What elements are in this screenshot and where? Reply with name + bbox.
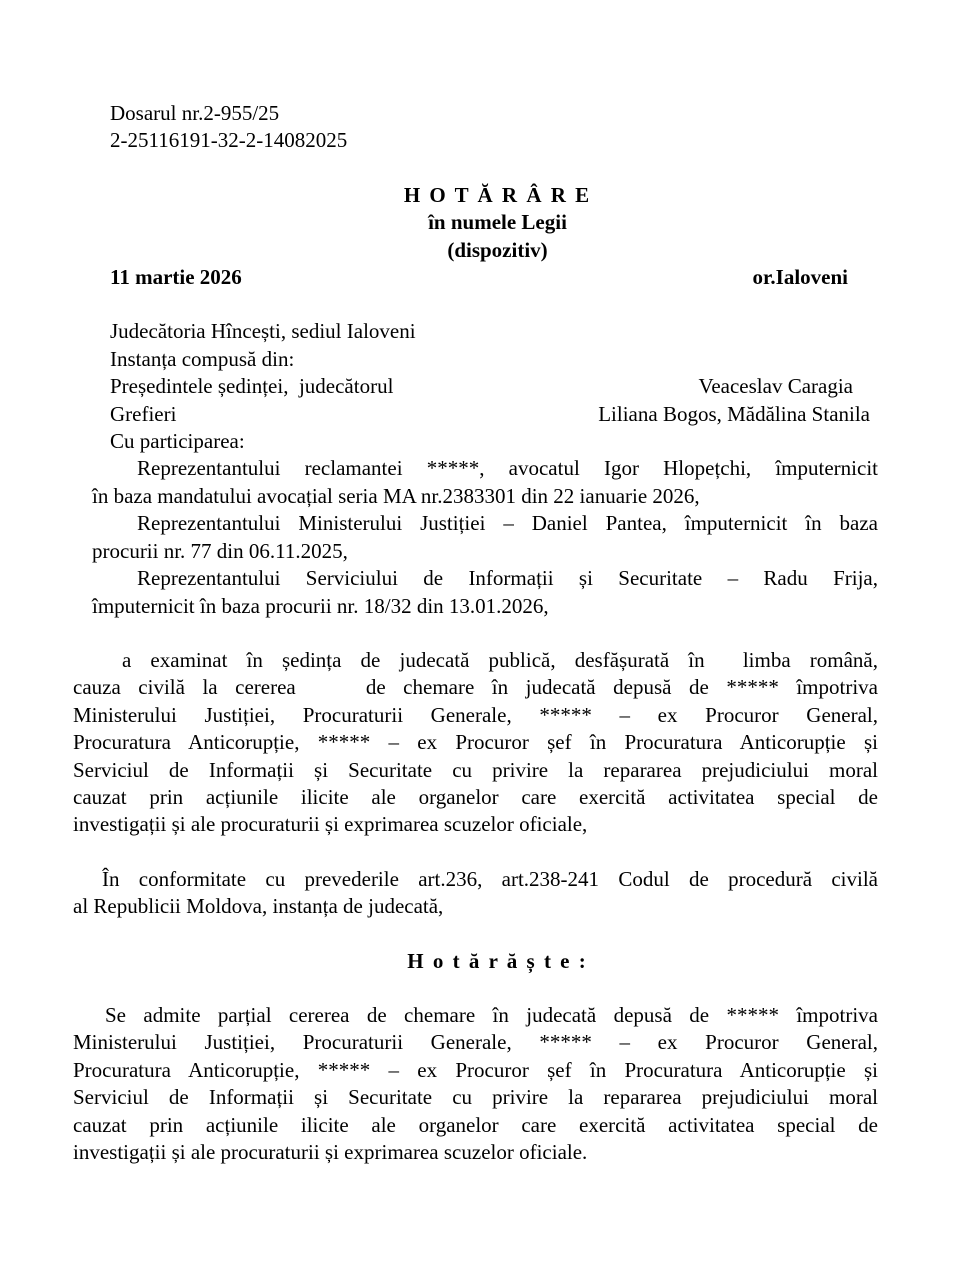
clerks-role: Grefieri [110, 401, 177, 426]
paragraph-line: împuternicit în baza procurii nr. 18/32 din 13.01.2026, [92, 593, 549, 618]
paragraph-line: Ministerului Justiției, Procuraturii Generale, ***** – ex Procuror General, [73, 1030, 878, 1055]
paragraph-line: procurii nr. 77 din 06.11.2025, [92, 538, 348, 563]
examination-paragraph [73, 647, 878, 839]
paragraph-line: al Republicii Moldova, instanța de judecată, [73, 894, 444, 919]
participation-intro: Cu participarea: [110, 429, 245, 454]
paragraph-line: a examinat în ședința de judecată publică, desfășurată în limba română, [122, 647, 878, 672]
participant-paragraph [92, 455, 878, 510]
case-info-block [110, 100, 878, 155]
judge-row [110, 373, 878, 400]
paragraph-line: În conformitate cu prevederile art.236, art.238-241 Codul de procedură civilă [102, 866, 878, 891]
decision-date: 11 martie 2026 [110, 265, 242, 290]
paragraph-line: investigații și ale procuraturii și exprimarea scuzelor oficiale. [73, 1140, 588, 1164]
document-subtitle-note: (dispozitiv) [447, 237, 548, 262]
participants-block [92, 455, 878, 619]
paragraph-line: cauza civilă la cererea de chemare în judecată depusă de ***** împotriva [73, 675, 878, 700]
paragraph-line: Serviciul de Informații și Securitate cu privire la repararea prejudiciului moral [73, 1085, 878, 1110]
participant-paragraph [92, 510, 878, 565]
decision-heading: H o t ă r ă ș t e : [407, 948, 588, 973]
title-block [73, 182, 878, 264]
clerk-names: Liliana Bogos, Mădălina Stanila [598, 401, 870, 426]
paragraph-line: în baza mandatului avocațial seria MA nr.2383301 din 22 ianuarie 2026, [92, 483, 700, 508]
panel-intro: Instanța compusă din: [110, 346, 295, 371]
legal-basis-paragraph [73, 866, 878, 921]
judge-role: Președintele ședinței, judecătorul [110, 374, 394, 399]
decision-location: or.Ialoveni [752, 265, 848, 290]
paragraph-line: Procuratura Anticorupție, ***** – ex Procuror șef în Procuratura Anticorupție și [73, 1057, 878, 1082]
paragraph-line: Reprezentantului Ministerului Justiției – Daniel Pantea, împuternicit în baza [137, 511, 878, 536]
participant-paragraph [92, 565, 878, 620]
document-subtitle: în numele Legii [428, 210, 567, 235]
paragraph-line: Reprezentantului Serviciului de Informații și Securitate – Radu Frija, [137, 566, 878, 591]
paragraph-line: investigații și ale procuraturii și exprimarea scuzelor oficiale, [73, 812, 588, 837]
court-name: Judecătoria Hîncești, sediul Ialoveni [110, 319, 416, 344]
paragraph-line: cauzat prin acțiunile ilicite ale organelor care exercită activitatea special de [73, 1112, 878, 1137]
paragraph-line: Se admite parțial cererea de chemare în judecată depusă de ***** împotriva [105, 1002, 878, 1027]
paragraph-line: Reprezentantului reclamantei *****, avocatul Igor Hlopețchi, împuternicit [137, 456, 878, 481]
document-title: H O T Ă R Â R E [403, 182, 592, 207]
date-location-row [110, 264, 878, 291]
ruling-paragraph [73, 1002, 878, 1166]
paragraph-line: Ministerului Justiției, Procuraturii Generale, ***** – ex Procuror General, [73, 702, 878, 727]
court-block [110, 318, 878, 455]
paragraph-line: Serviciul de Informații și Securitate cu privire la repararea prejudiciului moral [73, 757, 878, 782]
paragraph-line: cauzat prin acțiunile ilicite ale organelor care exercită activitatea special de [73, 784, 878, 809]
judge-name: Veaceslav Caragia [698, 374, 853, 399]
paragraph-line: Procuratura Anticorupție, ***** – ex Procuror șef în Procuratura Anticorupție și [73, 730, 878, 755]
case-number: Dosarul nr.2-955/25 [110, 101, 280, 125]
clerk-row [110, 401, 878, 428]
case-code: 2-25116191-32-2-14082025 [110, 128, 348, 153]
